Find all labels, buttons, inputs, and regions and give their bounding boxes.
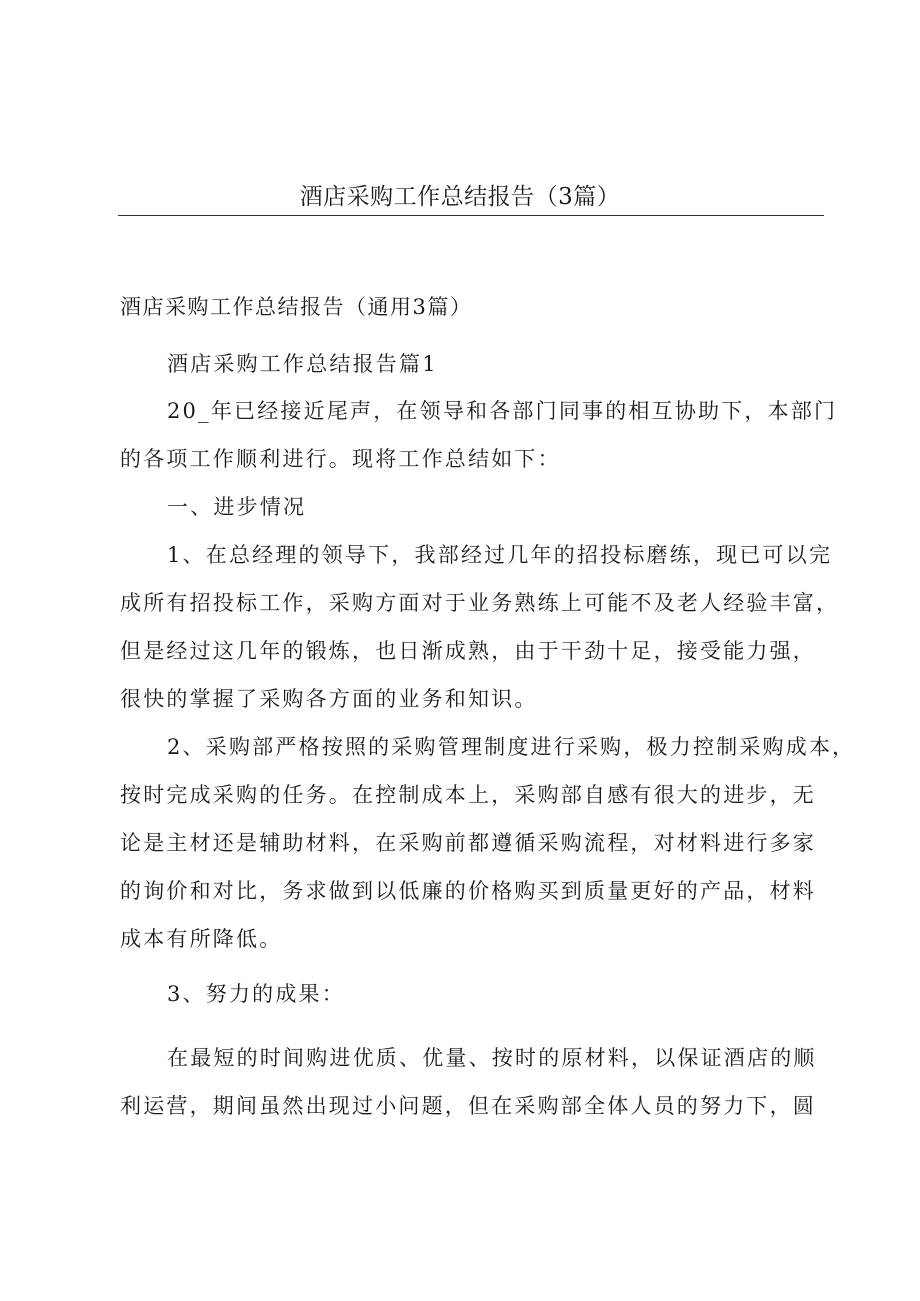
paragraph-line: 在最短的时间购进优质、优量、按时的原材料，以保证酒店的顺 <box>167 1046 817 1070</box>
paragraph-line: 2、采购部严格按照的采购管理制度进行采购，极力控制采购成本， <box>167 735 856 759</box>
paragraph-line: 的各项工作顺利进行。现将工作总结如下： <box>120 447 561 471</box>
paragraph-line: 的询价和对比，务求做到以低廉的价格购买到质量更好的产品，材料 <box>120 879 816 903</box>
document-subtitle: 酒店采购工作总结报告（通用3篇） <box>120 295 473 319</box>
paragraph-item-1 <box>120 531 840 723</box>
paragraph-line: 按时完成采购的任务。在控制成本上，采购部自感有很大的进步，无 <box>120 783 816 807</box>
paragraph-item-2 <box>120 723 856 963</box>
paragraph-item-3-heading <box>120 970 824 1018</box>
section-heading-text: 酒店采购工作总结报告篇1 <box>167 352 438 376</box>
title-underline-divider <box>118 215 824 216</box>
paragraph-line: 20_年已经接近尾声，在领导和各部门同事的相互协助下，本部门 <box>167 399 838 423</box>
paragraph-line: 成所有招投标工作，采购方面对于业务熟练上可能不及老人经验丰富， <box>120 591 840 615</box>
paragraph-intro <box>120 387 838 483</box>
paragraph-line: 但是经过这几年的锻炼，也日渐成熟，由于干劲十足，接受能力强， <box>120 639 816 663</box>
paragraph-line: 论是主材还是辅助材料，在采购前都遵循采购流程，对材料进行多家 <box>120 831 816 855</box>
paragraph-line: 3、努力的成果： <box>167 982 345 1006</box>
paragraph-progress-heading <box>120 483 824 531</box>
paragraph-item-3-body <box>120 1034 824 1130</box>
document-title: 酒店采购工作总结报告（3篇） <box>299 184 621 210</box>
section-heading <box>120 340 824 388</box>
paragraph-line: 成本有所降低。 <box>120 927 283 951</box>
paragraph-line: 1、在总经理的领导下，我部经过几年的招投标磨练，现已可以完 <box>167 543 833 567</box>
paragraph-line: 利运营，期间虽然出现过小问题，但在采购部全体人员的努力下，圆 <box>120 1094 816 1118</box>
paragraph-line: 很快的掌握了采购各方面的业务和知识。 <box>120 687 538 711</box>
paragraph-line: 一、进步情况 <box>167 495 307 519</box>
